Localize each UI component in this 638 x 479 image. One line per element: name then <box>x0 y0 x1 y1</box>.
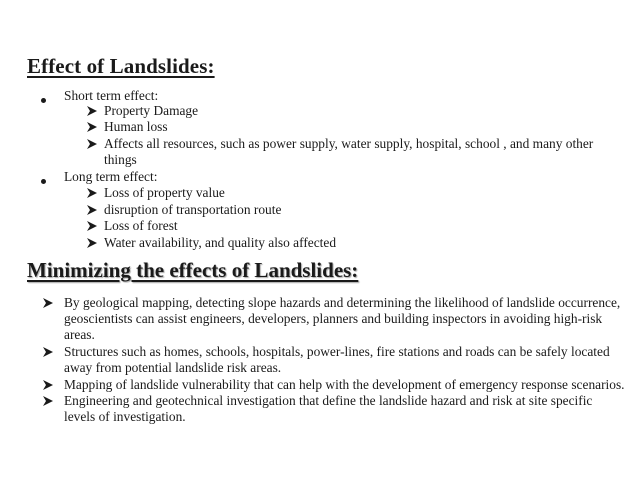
list-item-continuation: geoscientists can assist engineers, developers, planners and building inspectors in avoiding high-risk <box>64 311 603 326</box>
list-item: Loss of property value <box>104 185 225 200</box>
list-item: Structures such as homes, schools, hospitals, power-lines, fire stations and roads can be safely located <box>64 344 610 359</box>
section-title-minimizing: Minimizing the effects of Landslides: <box>27 258 359 282</box>
list-item: Mapping of landslide vulnerability that can help with the development of emergency response scenarios. <box>64 377 625 392</box>
list-item: By geological mapping, detecting slope hazards and determining the likelihood of landslide occurrence, <box>64 295 621 310</box>
list-item-continuation: things <box>104 152 137 167</box>
section-title-effects: Effect of Landslides: <box>27 54 215 78</box>
list-item: Property Damage <box>104 103 199 118</box>
list-item-continuation: away from potential landslide risk areas. <box>64 360 282 375</box>
long-term-label: Long term effect: <box>64 169 158 184</box>
list-item: Loss of forest <box>104 218 178 233</box>
bullet-dot-icon <box>41 179 46 184</box>
short-term-label: Short term effect: <box>64 88 159 103</box>
list-item: Engineering and geotechnical investigation that define the landslide hazard and risk at site specific <box>64 393 593 408</box>
list-item-continuation: levels of investigation. <box>64 409 186 424</box>
list-item: disruption of transportation route <box>104 202 282 217</box>
list-item: Affects all resources, such as power supply, water supply, hospital, school , and many other <box>104 136 594 151</box>
list-item: Water availability, and quality also affected <box>104 235 337 250</box>
list-item: Human loss <box>104 119 168 134</box>
bullet-dot-icon <box>41 98 46 103</box>
list-item-continuation: areas. <box>64 327 95 342</box>
